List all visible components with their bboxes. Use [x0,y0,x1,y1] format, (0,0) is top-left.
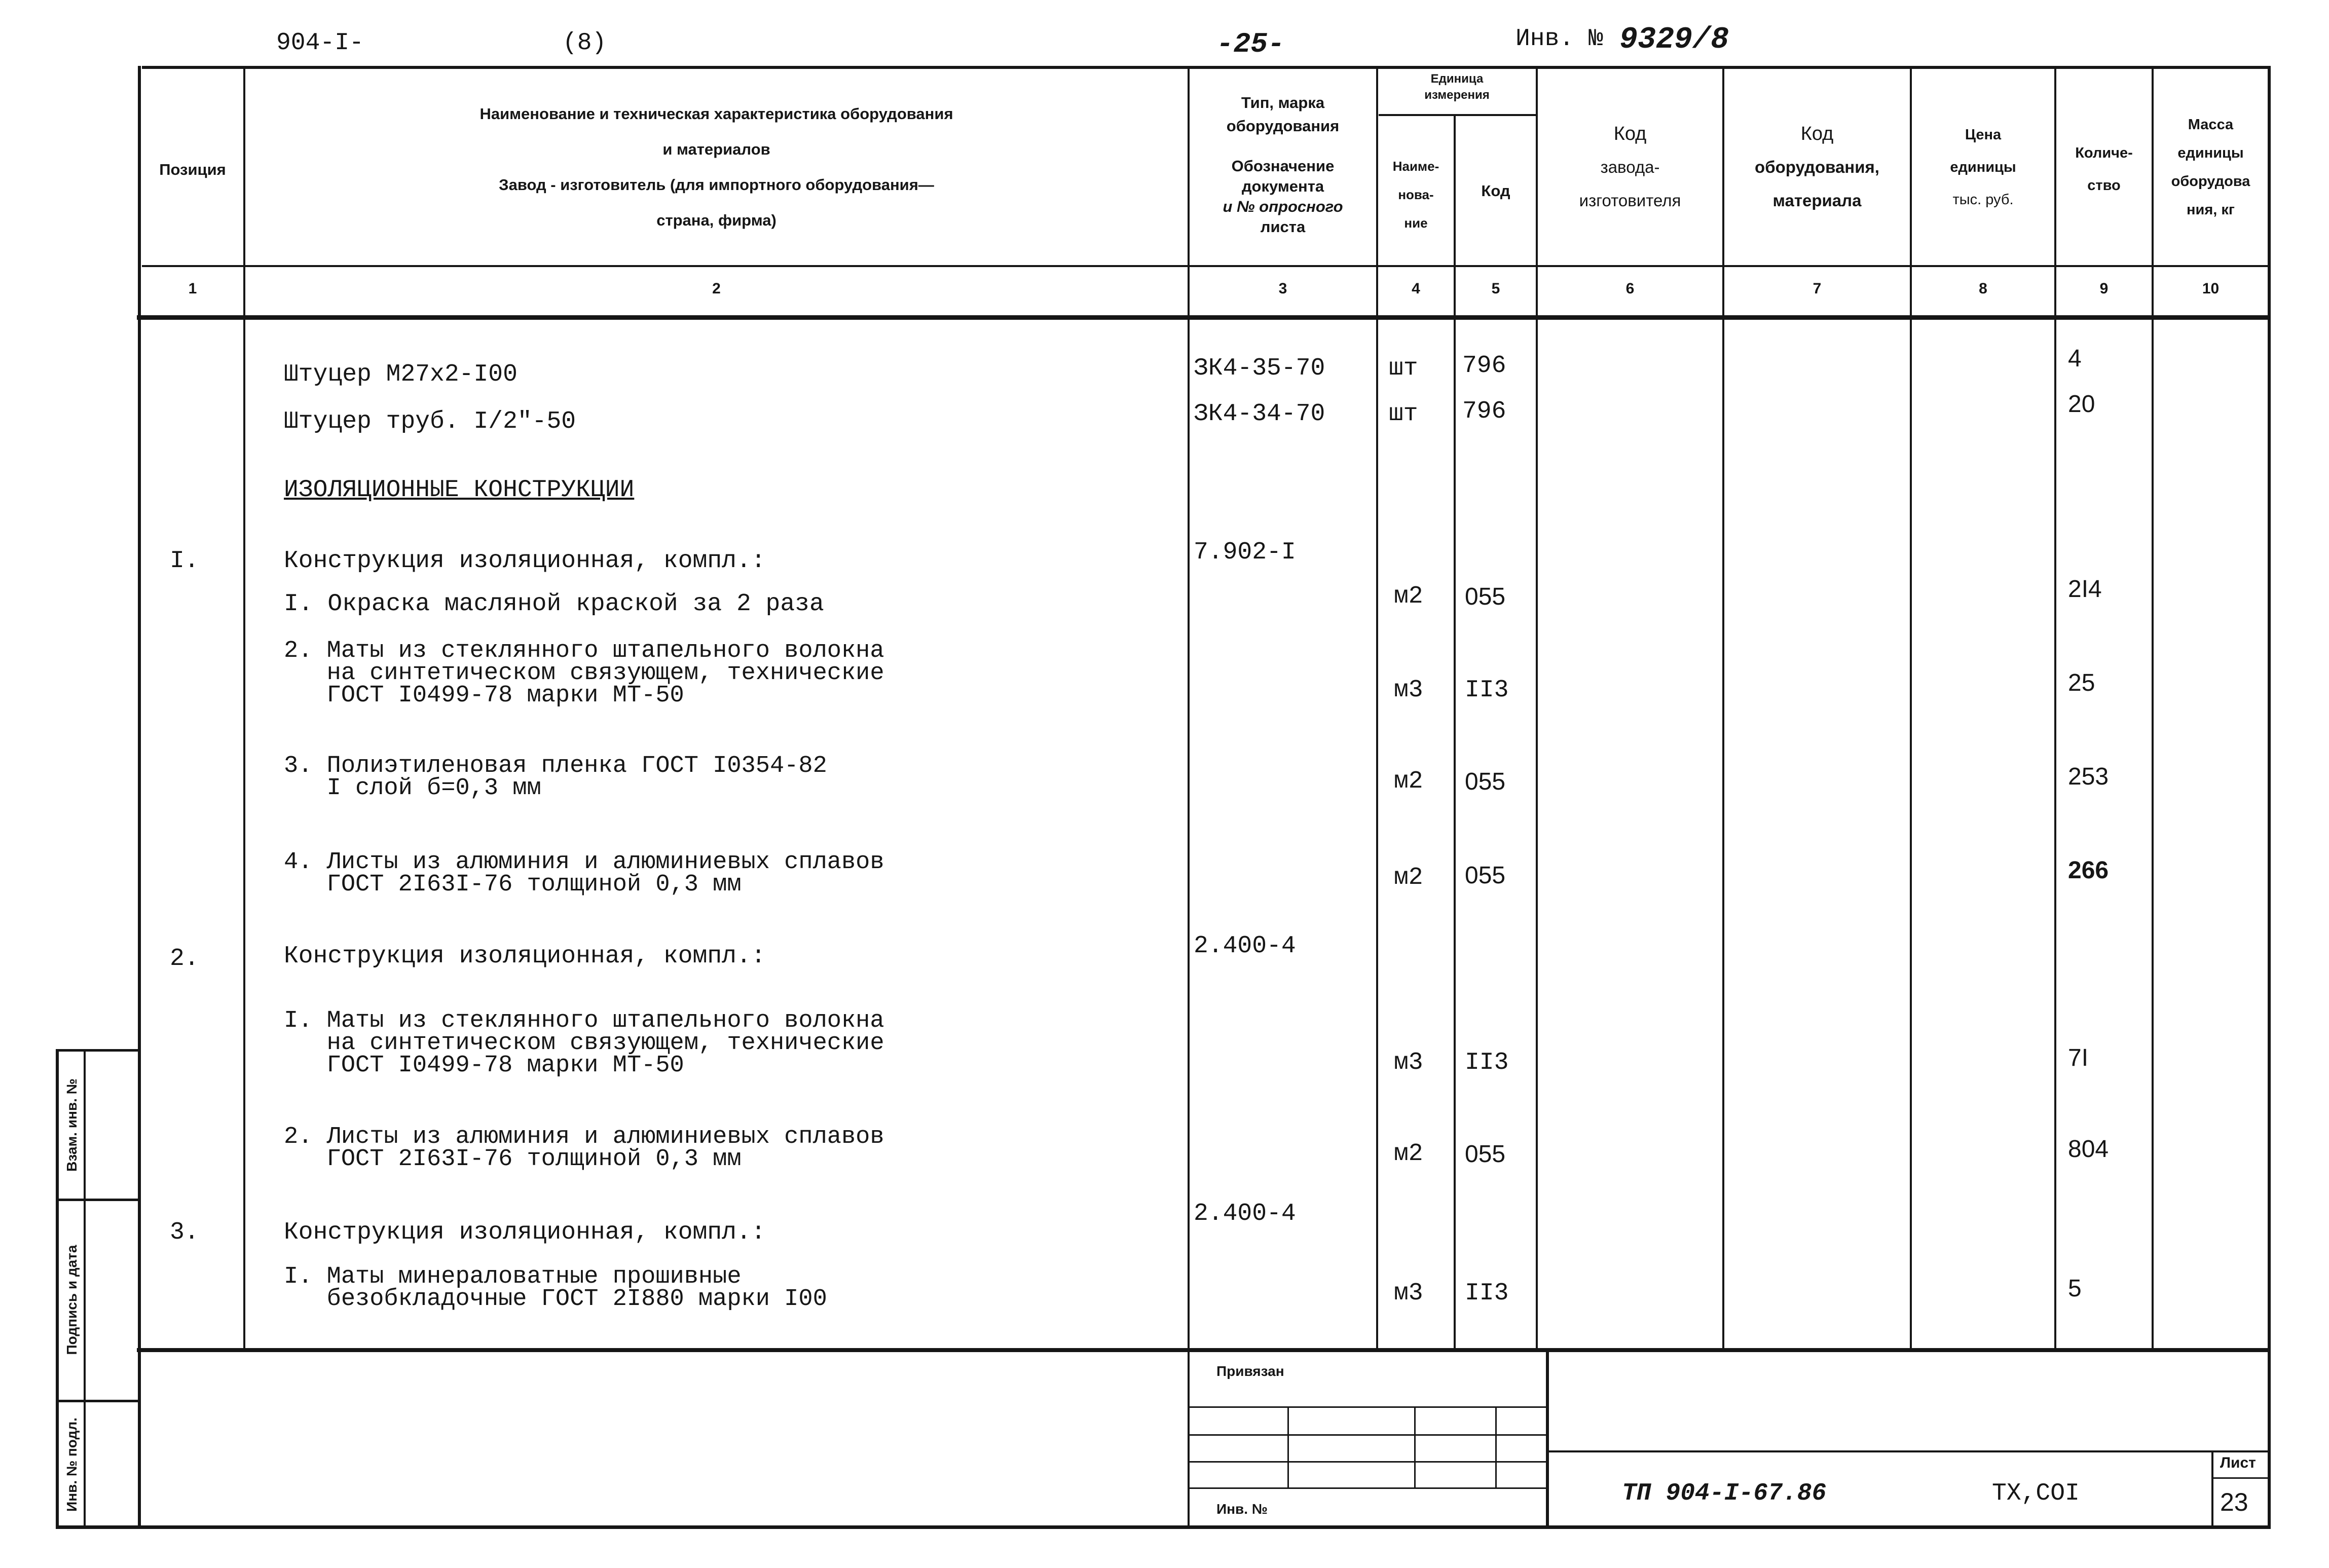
item-unit-code: 055 [1465,862,1506,889]
item-unit-code: 055 [1465,1141,1506,1168]
item-unit: м2 [1394,1140,1423,1168]
item-unit: шт [1389,400,1418,428]
column-number: 5 [1491,280,1500,297]
item-unit: м3 [1394,1049,1423,1076]
item-unit-code: 796 [1462,352,1506,380]
column-number: 1 [188,280,197,297]
item-document: 2.400-4 [1194,932,1296,960]
item-unit: м2 [1394,864,1423,891]
header-name-line3: Завод - изготовитель (для импортного оборудования— [499,176,934,194]
sheet-number: 23 [2220,1488,2248,1516]
header-name-line1: Наименование и техническая характеристика оборудования [479,105,953,123]
item-unit: шт [1389,355,1418,382]
item-quantity: 804 [2068,1136,2109,1163]
page-number: -25- [1216,28,1285,60]
header-mass-line3: оборудова [2171,173,2250,190]
document-code: ТП 904-I-67.86 [1622,1480,1827,1507]
item-name: 2. Маты из стеклянного штапельного волокна на синтетическом связующем, технические ГОСТ I0499-78 марки МТ-50 [284,638,884,709]
inv-number: 9329/8 [1619,23,1729,57]
column-number: 9 [2099,280,2109,297]
column-number: 7 [1813,280,1822,297]
item-quantity: 7I [2068,1044,2089,1071]
header-name-line2: и материалов [662,140,770,158]
item-document: 2.400-4 [1194,1200,1296,1227]
header-type-line2: оборудования [1226,117,1340,135]
header-price-line3: тыс. руб. [1952,192,2014,208]
header-equipment-code-line3: материала [1772,191,1862,210]
item-unit: м3 [1394,1280,1423,1307]
column-number: 8 [1979,280,1987,297]
column-number: 4 [1412,280,1420,297]
column-number: 2 [712,280,721,297]
item-document: ЗК4-35-70 [1194,355,1325,382]
item-position: I. [170,547,199,575]
header-type-line3: Обозначение [1231,157,1335,175]
header-quantity-line2: ство [2087,177,2121,194]
item-unit-code: 796 [1462,398,1506,425]
item-name: I. Маты из стеклянного штапельного волокна на синтетическом связующем, технические ГОСТ I0499-78 марки МТ-50 [284,1007,884,1079]
item-unit-code: 055 [1465,768,1506,795]
signature-date-field: Подпись и дата [64,1245,80,1355]
item-name: Конструкция изоляционная, компл.: [284,547,766,575]
header-unit-code: Код [1481,182,1510,200]
item-position: 3. [170,1219,199,1246]
series-number: 904-I- [276,29,364,57]
item-quantity: 25 [2068,669,2095,696]
item-document: 7.902-I [1194,539,1296,566]
header-equipment-code-line2: оборудования, [1755,158,1879,176]
header-type-line5: и № опросного [1223,198,1343,215]
item-name: Штуцер М27х2-I00 [284,361,517,388]
header-price-line1: Цена [1965,127,2002,143]
header-unit-group-line1: Единица [1430,72,1484,86]
item-unit: м2 [1394,583,1423,610]
section-heading: ИЗОЛЯЦИОННЫЕ КОНСТРУКЦИИ [284,476,635,504]
item-name: Конструкция изоляционная, компл.: [284,943,766,970]
header-type-line4: документа [1241,177,1324,195]
original-inv-field: Инв. № подл. [64,1417,80,1512]
item-name: I. Маты минераловатные прошивные безобкладочные ГОСТ 2I880 марки I00 [284,1263,827,1313]
item-unit-code: II3 [1465,1280,1509,1307]
item-unit-code: II3 [1465,677,1509,704]
item-quantity: 2I4 [2068,576,2102,603]
item-quantity: 266 [2068,857,2109,884]
section-code: ТХ,СОI [1992,1480,2080,1507]
item-name: 3. Полиэтиленовая пленка ГОСТ I0354-82 I слой б=0,3 мм [284,753,827,802]
inv-label: Инв. № [1515,25,1603,53]
column-number: 10 [2202,280,2220,297]
item-document: ЗК4-34-70 [1194,400,1325,428]
header-price-line2: единицы [1950,159,2016,175]
item-name: Штуцер труб. I/2"-50 [284,408,576,435]
item-unit-code: 055 [1465,583,1506,610]
item-name: Конструкция изоляционная, компл.: [284,1219,766,1246]
item-quantity: 253 [2068,763,2109,790]
header-name-line4: страна, фирма) [656,211,777,229]
header-mass-line2: единицы [2177,145,2244,161]
inv-no-label: Инв. № [1216,1501,1268,1517]
item-quantity: 20 [2068,391,2095,418]
header-unit-name-line1: Наиме- [1392,159,1439,174]
header-type-line6: листа [1260,218,1306,236]
header-position: Позиция [159,161,226,178]
item-name: 4. Листы из алюминия и алюминиевых сплавов ГОСТ 2I63I-76 толщиной 0,3 мм [284,849,884,898]
header-mass-line4: ния, кг [2187,202,2235,218]
item-quantity: 4 [2068,345,2082,372]
item-position: 2. [170,945,199,973]
item-unit-code: II3 [1465,1049,1509,1076]
header-quantity-line1: Количе- [2075,145,2133,161]
attached-label: Привязан [1216,1363,1284,1379]
header-type-line1: Тип, марка [1241,94,1325,111]
item-name: 2. Листы из алюминия и алюминиевых сплавов ГОСТ 2I63I-76 толщиной 0,3 мм [284,1124,884,1173]
item-unit: м2 [1394,768,1423,795]
item-unit: м3 [1394,677,1423,704]
header-unit-group-line2: измерения [1424,88,1490,102]
column-number: 6 [1625,280,1635,297]
sheet-label: Лист [2220,1454,2256,1471]
header-equipment-code-line1: Код [1800,123,1834,144]
header-mass-line1: Масса [2188,117,2234,133]
header-unit-name-line3: ние [1404,215,1428,231]
header-factory-code-line1: Код [1613,123,1647,144]
replaces-inv-field: Взам. инв. № [64,1078,80,1172]
header-factory-code-line3: изготовителя [1579,191,1681,210]
item-quantity: 5 [2068,1275,2082,1302]
header-unit-name-line2: нова- [1398,187,1434,202]
column-number: 3 [1278,280,1287,297]
sheet-index: (8) [563,29,607,57]
header-factory-code-line2: завода- [1600,158,1660,176]
item-name: I. Окраска масляной краской за 2 раза [284,590,824,618]
